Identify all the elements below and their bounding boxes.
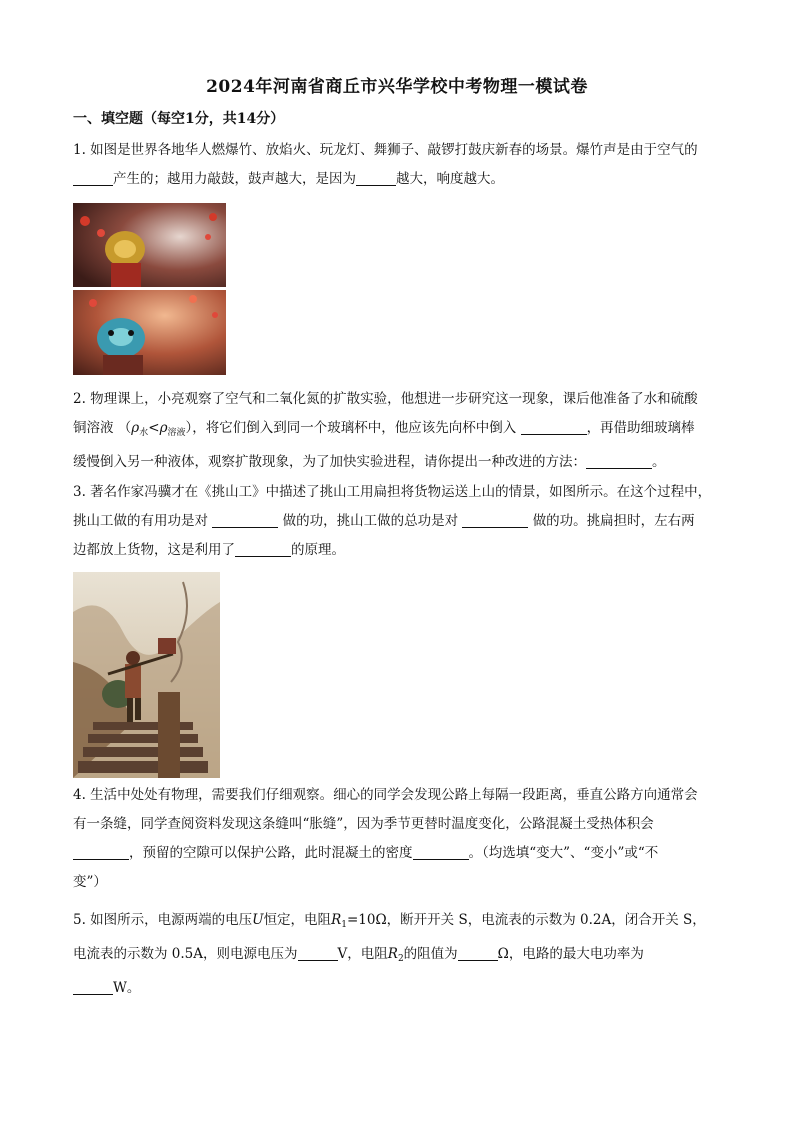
q1-line2: 产生的；越用力敲鼓，鼓声越大，是因为 越大，响度越大。 (73, 165, 733, 194)
q2-line3: 缓慢倒入另一种液体，观察扩散现象，为了加快实验进程，请你提出一种改进的方法： 。 (73, 454, 666, 470)
q3-blank-3[interactable] (235, 540, 291, 557)
q5-line3: W。 (73, 974, 733, 1003)
q1-line1: 1. 如图是世界各地华人燃爆竹、放焰火、玩龙灯、舞狮子、敲锣打鼓庆新春的场景。爆竹声是由于空气的 (73, 142, 698, 158)
question-2 (73, 385, 733, 477)
q5-line1: 5. 如图所示，电源两端的电压U恒定，电阻$R_1=10\Omega$，断开开关 S，电流表的示数为 0.2A，闭合开关 S， (73, 912, 706, 930)
q3-line2: 挑山工做的有用功是对 做的功，挑山工做的总功是对 做的功。挑扁担时，左右两 (73, 513, 695, 529)
q3-blank-2[interactable] (462, 511, 528, 528)
question-3 (73, 478, 733, 565)
question-1 (73, 136, 733, 194)
q3-line1: 3. 著名作家冯骥才在《挑山工》中描述了挑山工用扁担将货物运送上山的情景，如图所示。在这个过程中， (73, 484, 712, 500)
q5-blank-3[interactable] (73, 978, 113, 995)
q4-line4: 变”） (73, 874, 107, 890)
q2-blank-2[interactable] (586, 452, 652, 469)
q4-blank-1[interactable] (73, 843, 129, 860)
q4-line2: 有一条缝，同学查阅资料发现这条缝叫“胀缝”，因为季节更替时温度变化，公路混凝土受热体积会 (73, 816, 654, 832)
question-4 (73, 781, 733, 897)
q1-blank-1[interactable] (73, 169, 113, 186)
exam-title: 2024年河南省商丘市兴华学校中考物理一模试卷 (206, 77, 588, 97)
question-5 (73, 906, 733, 1003)
q4-line1: 4. 生活中处处有物理，需要我们仔细观察。细心的同学会发现公路上每隔一段距离，垂直公路方向通常会 (73, 787, 698, 803)
q2-line2: 铜溶液 $(\rho_水<\rho_{溶液})$，将它们倒入到同一个玻璃杯中，他应该先向杯中倒入 ，再借助细玻璃棒 (73, 420, 695, 438)
q4-line3: ，预留的空隙可以保护公路，此时混凝土的密度 。（均选填“变大”、“变小”或“不 (73, 839, 733, 868)
section-heading: 一、填空题（每空1分，共14分） (73, 111, 285, 127)
q2-blank-1[interactable] (521, 418, 587, 435)
lion-dance-image (73, 203, 226, 375)
q5-blank-1[interactable] (298, 944, 338, 961)
q3-blank-1[interactable] (212, 511, 278, 528)
q3-line3: 边都放上货物，这是利用了 的原理。 (73, 542, 345, 558)
q1-blank-2[interactable] (356, 169, 396, 186)
q5-line2: 电流表的示数为 0.5A，则电源电压为 V，电阻$R_2$的阻值为 Ω，电路的最大电功率为 (73, 946, 644, 964)
q4-blank-2[interactable] (413, 843, 469, 860)
q5-blank-2[interactable] (458, 944, 498, 961)
mountain-porter-image (73, 572, 220, 778)
q2-line1: 2. 物理课上，小亮观察了空气和二氧化氮的扩散实验，他想进一步研究这一现象，课后他准备了水和硫酸 (73, 391, 698, 407)
